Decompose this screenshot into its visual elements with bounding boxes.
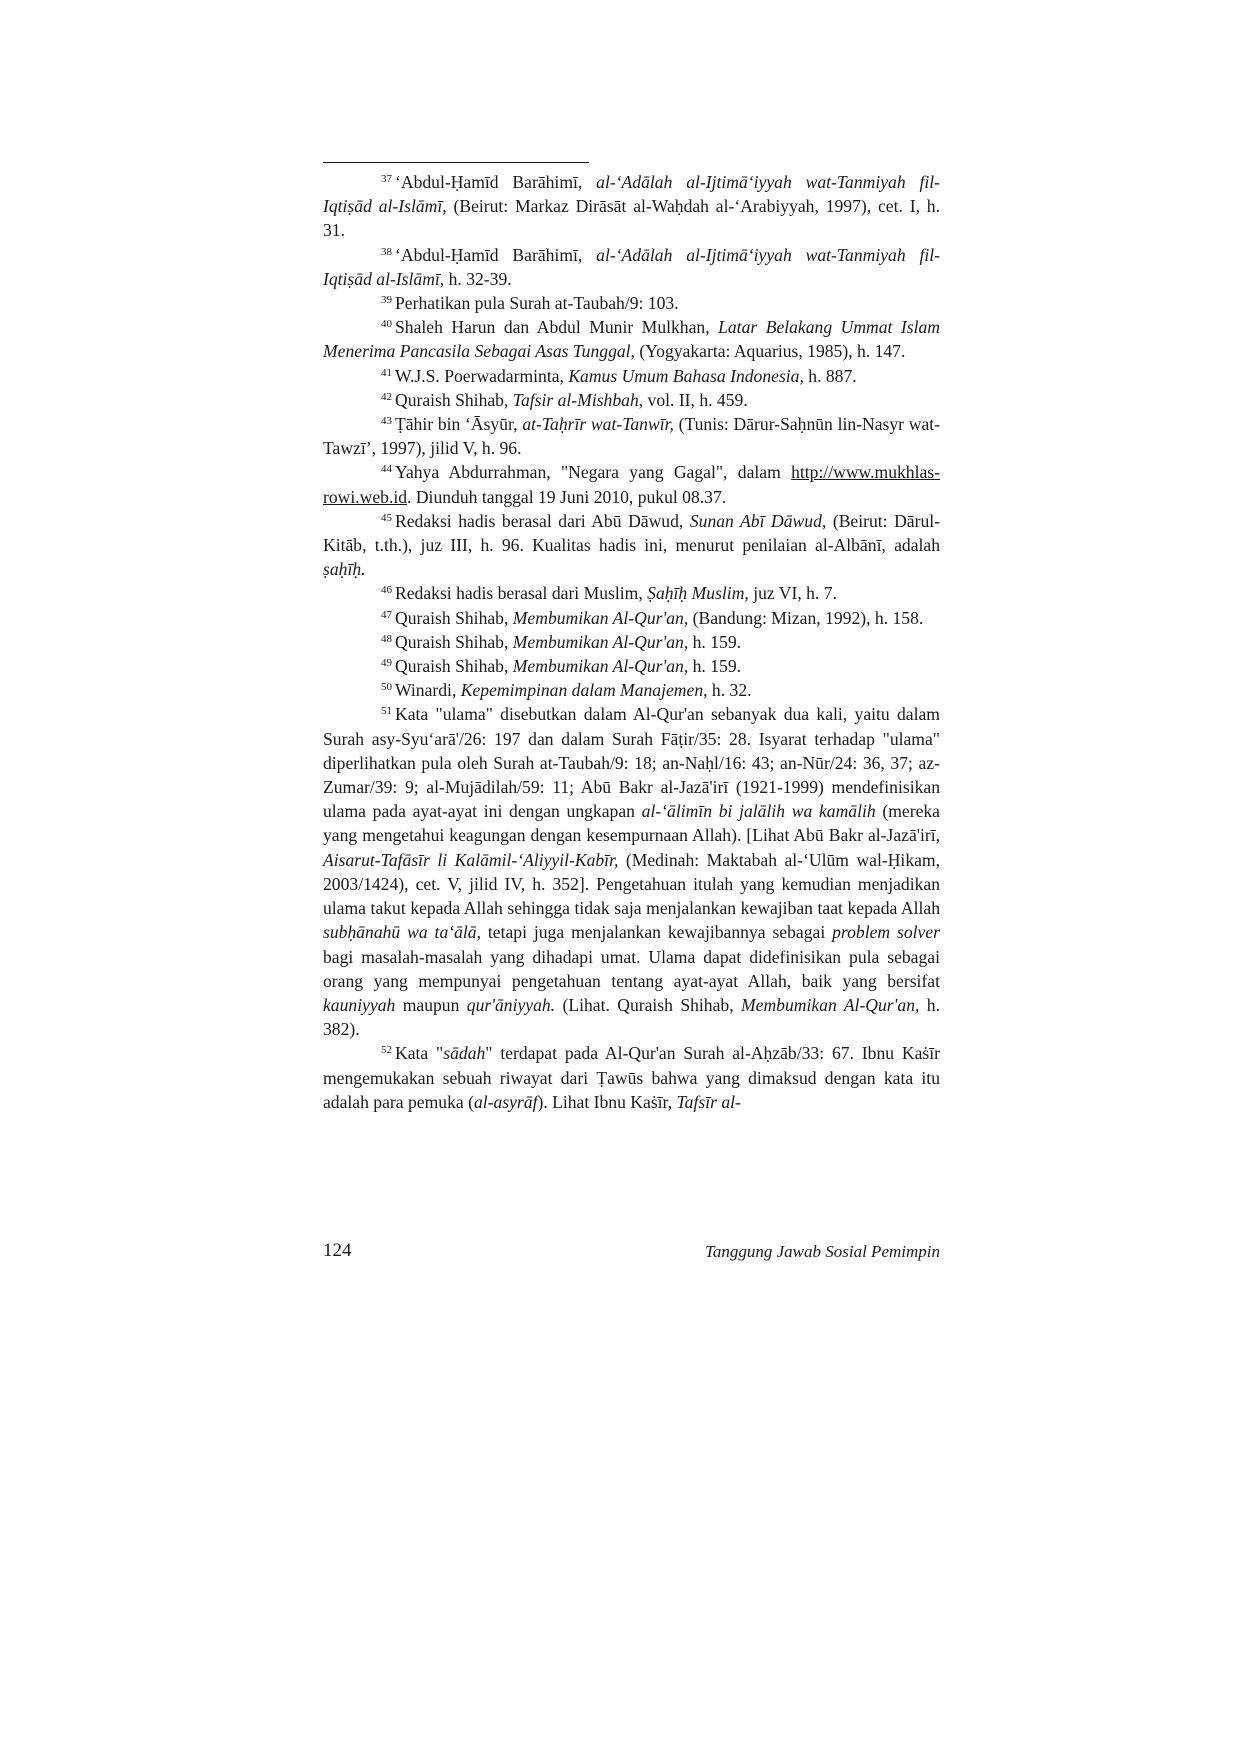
footnote-italic-text: al-‘Adālah al-Ijtimā‘iyyah wat-Tanmiyah fil-Iqtiṣād al-Islāmī,: [323, 172, 940, 217]
footnote-italic-text: al-asyrāf: [473, 1091, 538, 1112]
footnote-italic-text: Latar Belakang Ummat Islam Menerima Pancasila Sebagai Asas Tunggal,: [323, 317, 940, 362]
footnote-number: 49: [381, 657, 392, 670]
footnote-text: Ṭāhir bin ‘Āsyūr,: [395, 414, 523, 435]
footnote-text: Perhatikan pula Surah at-Taubah/9: 103.: [395, 293, 679, 314]
footnote-italic-text: problem solver: [832, 922, 940, 943]
page-number: 124: [323, 1240, 352, 1261]
footnote-italic-text: Membumikan Al-Qur'an,: [512, 631, 689, 652]
footnote-italic-text: Ṣaḥīḥ Muslim,: [647, 583, 749, 604]
footnote-italic-text: Membumikan Al-Qur'an,: [740, 994, 920, 1015]
footnote-italic-text: Kamus Umum Bahasa Indonesia,: [568, 365, 804, 386]
footnote-text: Quraish Shihab,: [395, 607, 513, 628]
footnote-italic-text: Sunan Abī Dāwud,: [689, 510, 827, 531]
footnote-italic-text: ṣaḥīḥ.: [323, 559, 366, 580]
footnote-text: Redaksi hadis berasal dari Abū Dāwud,: [395, 510, 690, 531]
footnote-italic-text: Membumikan Al-Qur'an,: [512, 656, 689, 677]
footnote-51: [323, 702, 940, 1041]
footnote-number: 42: [381, 390, 392, 403]
footnote-italic-text: Aisarut-Tafāsīr li Kalāmil-‘Aliyyil-Kabīr,: [323, 849, 619, 870]
footnote-separator-rule: [323, 162, 589, 163]
footnote-52: [323, 1041, 940, 1114]
footnote-number: 50: [381, 681, 392, 694]
footnote-50: [323, 678, 940, 702]
footnote-42: [323, 388, 940, 412]
footnote-number: 48: [381, 632, 392, 645]
footnote-38: [323, 243, 940, 291]
footnote-text: Kata ": [395, 1043, 444, 1064]
footnote-number: 43: [381, 414, 392, 427]
footnote-45: [323, 509, 940, 582]
footnote-text: ‘Abdul-Ḥamīd Barāhimī,: [395, 244, 597, 265]
footnote-text: , tetapi juga menjalankan kewajibannya sebagai: [476, 922, 833, 943]
footnote-text: " terdapat pada Al-Qur'an Surah al-Aḥzāb/33: 67. Ibnu Kaṡīr mengemukakan sebuah riwayat dari Ṭawūs bahwa yang dimaksud dengan kata itu adalah para pemuka (: [323, 1043, 940, 1112]
footnote-49: [323, 654, 940, 678]
footnote-47: [323, 606, 940, 630]
footnote-number: 38: [381, 245, 392, 258]
footnote-text: (mereka yang mengetahui keagungan dengan kesempurnaan Allah). [Lihat Abū Bakr al-Jazā'irī,: [323, 801, 940, 846]
footnote-italic-text: qur'āniyyah.: [466, 994, 556, 1015]
footnote-italic-text: al-‘Adālah al-Ijtimā‘iyyah wat-Tanmiyah fil-Iqtiṣād al-Islāmī,: [323, 244, 940, 289]
footnote-number: 44: [381, 463, 392, 476]
footnote-link[interactable]: http://www.mukhlas-rowi.web.id: [323, 462, 940, 507]
footnote-text: h. 32-39.: [444, 268, 512, 289]
footnote-44: [323, 460, 940, 508]
footnotes-block: [323, 170, 940, 1114]
footnote-text: ). Lihat Ibnu Kaṡīr,: [537, 1091, 677, 1112]
footnote-number: 46: [381, 584, 392, 597]
footnote-text: h. 887.: [803, 365, 857, 386]
footnote-text: (Medinah: Maktabah al-‘Ulūm wal-Ḥikam, 2003/1424), cet. V, jilid IV, h. 352]. Pengetahuan itulah yang kemudian menjadikan ulama takut kepada Allah sehingga tidak saja menjalankan kewajiban taat kepada Allah: [323, 849, 941, 919]
footnote-text: ‘Abdul-Ḥamīd Barāhimī,: [395, 172, 597, 192]
footnote-italic-text: al-‘ālimīn bi jalālih wa kamālih: [641, 801, 876, 822]
footnote-number: 39: [381, 293, 392, 306]
footnote-text: Winardi,: [395, 680, 461, 701]
footnote-italic-text: Membumikan Al-Qur'an,: [512, 607, 689, 628]
footnote-37: [323, 170, 940, 243]
footnote-number: 40: [381, 318, 392, 331]
running-title: Tanggung Jawab Sosial Pemimpin: [704, 1242, 940, 1261]
footnote-text: W.J.S. Poerwadarminta,: [395, 365, 569, 386]
footnote-text: (Beirut: Dārul-Kitāb, t.th.), juz III, h. 96. Kualitas hadis ini, menurut penilaian al-Albānī, adalah: [323, 510, 941, 556]
footnote-text: (Beirut: Markaz Dirāsāt al-Waḥdah al-‘Arabiyyah, 1997), cet. I, h. 31.: [323, 196, 940, 241]
footnote-text: juz VI, h. 7.: [748, 583, 837, 604]
footnote-number: 45: [381, 511, 392, 524]
footnote-text: Redaksi hadis berasal dari Muslim,: [395, 583, 648, 604]
footnote-italic-text: Tafsīr al-: [676, 1091, 741, 1112]
footnote-italic-text: kauniyyah: [323, 994, 396, 1015]
footnote-text: Kata "ulama" disebutkan dalam Al-Qur'an sebanyak dua kali, yaitu dalam Surah asy-Syu‘arā'/26: 197 dan dalam Surah Fāṭir/35: 28. Isyarat terhadap "ulama" diperlihatkan pula oleh Surah at-Taubah/9: 18; an-Naḥl/16: 43; an-Nūr/24: 36, 37; az-Zumar/39: 9; al-Mujādilah/59: 11; Abū Bakr al-Jazā'irī (1921-1999) mendefinisikan ulama pada ayat-ayat ini dengan ungkapan: [323, 704, 940, 822]
footnote-number: 37: [381, 172, 392, 185]
footnote-text: (Tunis: Dārur-Saḥnūn lin-Nasyr wat-Tawzī’, 1997), jilid V, h. 96.: [323, 414, 941, 459]
footnote-text: Quraish Shihab,: [395, 631, 513, 652]
footnote-text: . Diunduh tanggal 19 Juni 2010, pukul 08.37.: [407, 486, 727, 507]
footnote-number: 52: [381, 1044, 392, 1057]
footnote-48: [323, 630, 940, 654]
footnote-text: h. 159.: [688, 656, 742, 677]
footnote-number: 51: [381, 705, 392, 718]
footnote-text: vol. II, h. 459.: [643, 389, 748, 410]
footnote-italic-text: Tafsir al-Mishbah,: [512, 389, 644, 410]
footnote-40: [323, 315, 940, 363]
footnote-46: [323, 581, 940, 605]
footnote-text: Yahya Abdurrahman, "Negara yang Gagal", dalam: [395, 462, 792, 483]
footnote-text: , h. 32.: [703, 680, 752, 701]
footnote-text: (Yogyakarta: Aquarius, 1985), h. 147.: [634, 341, 906, 362]
footnote-text: (Lihat. Quraish Shihab,: [555, 994, 741, 1015]
footnote-43: [323, 412, 940, 460]
footnote-number: 41: [381, 366, 392, 379]
footnote-41: [323, 364, 940, 388]
footnote-number: 47: [381, 608, 392, 621]
footnote-italic-text: at-Taḥrīr wat-Tanwīr,: [522, 414, 674, 435]
footnote-text: (Bandung: Mizan, 1992), h. 158.: [688, 607, 924, 628]
footnote-text: maupun: [395, 994, 467, 1015]
footnote-italic-text: sādah: [443, 1043, 486, 1064]
footnote-text: bagi masalah-masalah yang dihadapi umat. Ulama dapat didefinisikan pula sebagai orang yang mempunyai pengetahuan tentang ayat-ayat Allah, baik yang bersifat: [323, 946, 940, 991]
footnote-text: h. 382).: [323, 994, 941, 1040]
footnote-text: Quraish Shihab,: [395, 389, 513, 410]
footnote-text: Shaleh Harun dan Abdul Munir Mulkhan,: [395, 317, 719, 338]
footnote-italic-text: Kepemimpinan dalam Manajemen: [460, 680, 704, 701]
footnote-italic-text: subḥānahū wa ta‘ālā: [323, 922, 477, 943]
footnote-text: Quraish Shihab,: [395, 656, 513, 677]
footnote-39: [323, 291, 940, 315]
footnote-text: h. 159.: [688, 631, 742, 652]
